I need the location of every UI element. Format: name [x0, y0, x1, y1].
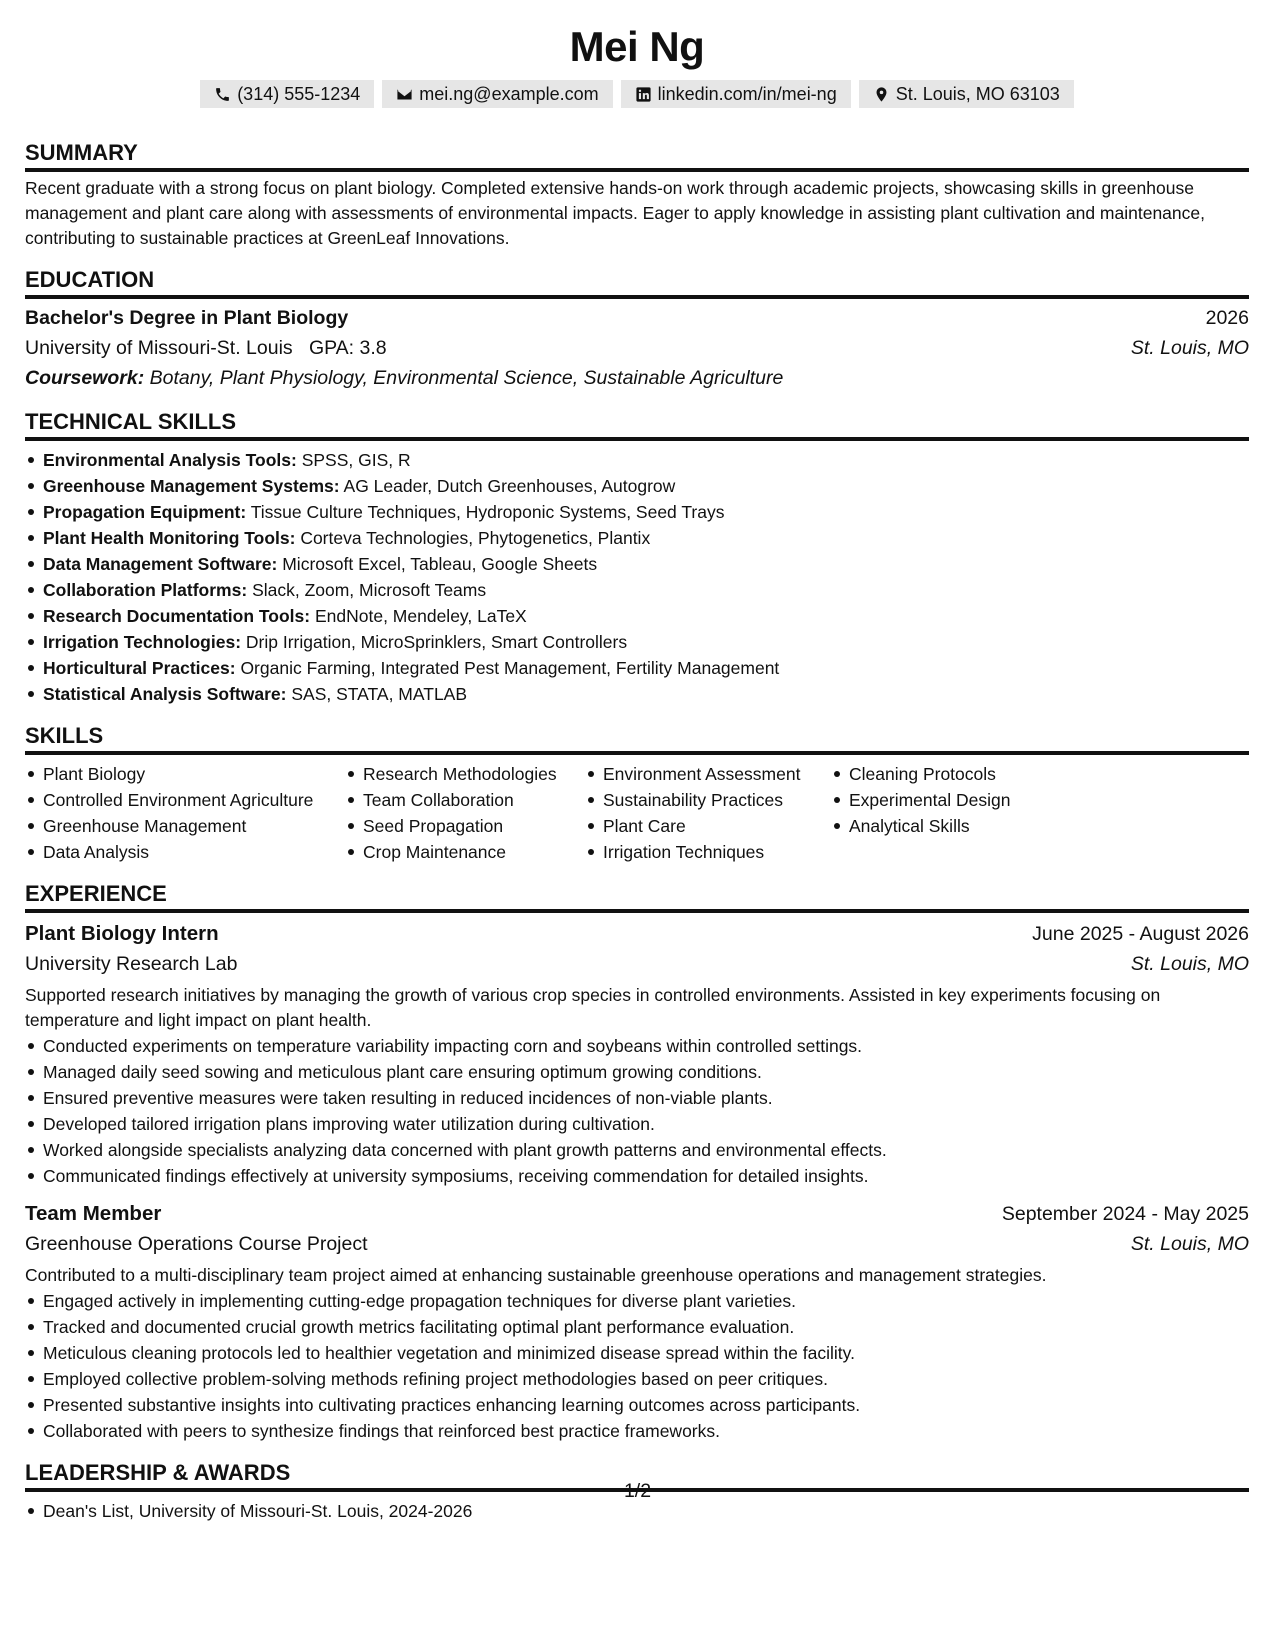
list-item: Presented substantive insights into cultivating practices enhancing learning outcomes across participants.	[25, 1392, 1249, 1418]
summary-section	[25, 138, 1249, 251]
list-item: Developed tailored irrigation plans improving water utilization during cultivation.	[25, 1111, 1249, 1137]
list-item	[25, 473, 1249, 499]
page-number: 1/2	[623, 1480, 652, 1502]
list-item: Communicated findings effectively at university symposiums, receiving commendation for detailed insights.	[25, 1163, 1249, 1189]
skill-values: Tissue Culture Techniques, Hydroponic Systems, Seed Trays	[250, 502, 725, 522]
skill-category: Data Management Software:	[43, 554, 278, 574]
job-dates: June 2025 - August 2026	[1032, 923, 1249, 945]
list-item	[25, 603, 1249, 629]
list-item: Irrigation Techniques	[585, 839, 831, 865]
skill-category: Horticultural Practices:	[43, 658, 236, 678]
skills-column	[831, 761, 1071, 865]
list-item	[25, 447, 1249, 473]
list-item	[25, 655, 1249, 681]
list-item: Worked alongside specialists analyzing data concerned with plant growth patterns and environmental effects.	[25, 1137, 1249, 1163]
list-item: Team Collaboration	[345, 787, 585, 813]
list-item: Tracked and documented crucial growth metrics facilitating optimal plant performance evaluation.	[25, 1314, 1249, 1340]
location-chip	[859, 80, 1074, 108]
skills-column	[585, 761, 831, 865]
skill-category: Environmental Analysis Tools:	[43, 450, 297, 470]
skill-category: Statistical Analysis Software:	[43, 684, 287, 704]
list-item: Controlled Environment Agriculture	[25, 787, 345, 813]
location-text: St. Louis, MO 63103	[895, 83, 1060, 104]
job-title: Team Member	[25, 1202, 162, 1225]
list-item: Ensured preventive measures were taken resulting in reduced incidences of non-viable plants.	[25, 1085, 1249, 1111]
list-item: Research Methodologies	[345, 761, 585, 787]
skill-category: Propagation Equipment:	[43, 502, 247, 522]
list-item: Dean's List, University of Missouri-St. Louis, 2024-2026	[25, 1498, 1249, 1524]
list-item	[25, 551, 1249, 577]
technical-skills-section	[25, 407, 1249, 707]
linkedin-icon	[635, 86, 652, 103]
summary-text: Recent graduate with a strong focus on plant biology. Completed extensive hands-on work through academic projects, showcasing skills in greenhouse management and plant care along with assessments of environmental impacts. Eager to apply knowledge in assisting plant cultivation and maintenance, contributing to sustainable practices at GreenLeaf Innovations.	[25, 178, 1205, 248]
skill-category: Research Documentation Tools:	[43, 606, 311, 626]
list-item: Environment Assessment	[585, 761, 831, 787]
job-org: University Research Lab	[25, 953, 238, 975]
linkedin-text: linkedin.com/in/mei-ng	[657, 83, 837, 104]
coursework-list: Botany, Plant Physiology, Environmental Science, Sustainable Agriculture	[149, 367, 784, 389]
section-title: SKILLS	[25, 721, 1249, 755]
list-item: Collaborated with peers to synthesize findings that reinforced best practice frameworks.	[25, 1418, 1249, 1444]
list-item	[25, 525, 1249, 551]
education-section	[25, 265, 1249, 393]
skill-category: Greenhouse Management Systems:	[43, 476, 340, 496]
phone-icon	[214, 86, 231, 103]
skill-values: SPSS, GIS, R	[301, 450, 411, 470]
skill-category: Irrigation Technologies:	[43, 632, 242, 652]
list-item: Employed collective problem-solving methods refining project methodologies based on peer critiques.	[25, 1366, 1249, 1392]
section-title: EXPERIENCE	[25, 879, 1249, 913]
skill-values: Slack, Zoom, Microsoft Teams	[252, 580, 487, 600]
list-item: Crop Maintenance	[345, 839, 585, 865]
map-pin-icon	[873, 86, 890, 103]
list-item	[25, 499, 1249, 525]
skills-grid	[25, 761, 1249, 865]
job-summary: Supported research initiatives by managing the growth of various crop species in controlled environments. Assisted in key experiments focusing on temperature and light impact on plant health.	[25, 985, 1161, 1030]
skill-values: EndNote, Mendeley, LaTeX	[314, 606, 527, 626]
phone-text: (314) 555-1234	[237, 83, 361, 104]
skill-values: Organic Farming, Integrated Pest Management, Fertility Management	[240, 658, 780, 678]
list-item	[25, 681, 1249, 707]
section-title: EDUCATION	[25, 265, 1249, 299]
linkedin-chip[interactable]	[621, 80, 851, 108]
section-title: SUMMARY	[25, 138, 1249, 172]
experience-section	[25, 879, 1249, 1444]
list-item: Plant Care	[585, 813, 831, 839]
section-title: LEADERSHIP & AWARDS	[25, 1458, 1249, 1492]
list-item: Greenhouse Management	[25, 813, 345, 839]
list-item: Data Analysis	[25, 839, 345, 865]
job-bullets	[25, 1288, 1249, 1444]
job-org: Greenhouse Operations Course Project	[25, 1233, 368, 1255]
list-item: Analytical Skills	[831, 813, 1071, 839]
email-text: mei.ng@example.com	[419, 83, 599, 104]
skill-values: Drip Irrigation, MicroSprinklers, Smart Controllers	[245, 632, 628, 652]
resume-page	[25, 22, 1249, 1524]
skill-category: Plant Health Monitoring Tools:	[43, 528, 296, 548]
list-item: Conducted experiments on temperature variability impacting corn and soybeans within controlled settings.	[25, 1033, 1249, 1059]
skills-column	[25, 761, 345, 865]
skills-column	[345, 761, 585, 865]
job-location: St. Louis, MO	[1130, 953, 1249, 975]
gpa: GPA: 3.8	[308, 337, 387, 359]
list-item: Meticulous cleaning protocols led to healthier vegetation and minimized disease spread within the facility.	[25, 1340, 1249, 1366]
list-item	[25, 629, 1249, 655]
candidate-name: Mei Ng	[569, 23, 705, 70]
job-bullets	[25, 1033, 1249, 1189]
coursework-line	[25, 363, 1249, 393]
skill-values: SAS, STATA, MATLAB	[291, 684, 468, 704]
list-item: Experimental Design	[831, 787, 1071, 813]
phone-chip[interactable]	[200, 80, 374, 108]
email-chip[interactable]	[382, 80, 612, 108]
job-entry	[25, 919, 1249, 1189]
list-item: Engaged actively in implementing cutting-edge propagation techniques for diverse plant varieties.	[25, 1288, 1249, 1314]
list-item: Seed Propagation	[345, 813, 585, 839]
contact-bar	[25, 80, 1249, 108]
list-item	[25, 577, 1249, 603]
school-name: University of Missouri-St. Louis	[25, 337, 293, 359]
skills-section	[25, 721, 1249, 865]
job-title: Plant Biology Intern	[25, 922, 219, 945]
job-location: St. Louis, MO	[1130, 1233, 1249, 1255]
technical-skills-list	[25, 447, 1249, 707]
skill-category: Collaboration Platforms:	[43, 580, 248, 600]
graduation-year: 2026	[1205, 307, 1249, 329]
list-item: Plant Biology	[25, 761, 345, 787]
skill-values: Microsoft Excel, Tableau, Google Sheets	[282, 554, 598, 574]
skill-values: Corteva Technologies, Phytogenetics, Plantix	[300, 528, 651, 548]
envelope-icon	[396, 86, 413, 103]
list-item: Managed daily seed sowing and meticulous plant care ensuring optimum growing conditions.	[25, 1059, 1249, 1085]
school-location: St. Louis, MO	[1130, 337, 1249, 359]
degree: Bachelor's Degree in Plant Biology	[25, 307, 349, 329]
job-summary: Contributed to a multi-disciplinary team project aimed at enhancing sustainable greenhouse operations and management strategies.	[25, 1265, 1047, 1285]
job-entry	[25, 1199, 1249, 1444]
school-line	[25, 333, 387, 363]
coursework-label: Coursework:	[25, 367, 145, 389]
job-dates: September 2024 - May 2025	[1001, 1203, 1249, 1225]
skill-values: AG Leader, Dutch Greenhouses, Autogrow	[343, 476, 676, 496]
list-item: Sustainability Practices	[585, 787, 831, 813]
list-item: Cleaning Protocols	[831, 761, 1071, 787]
section-title: TECHNICAL SKILLS	[25, 407, 1249, 441]
